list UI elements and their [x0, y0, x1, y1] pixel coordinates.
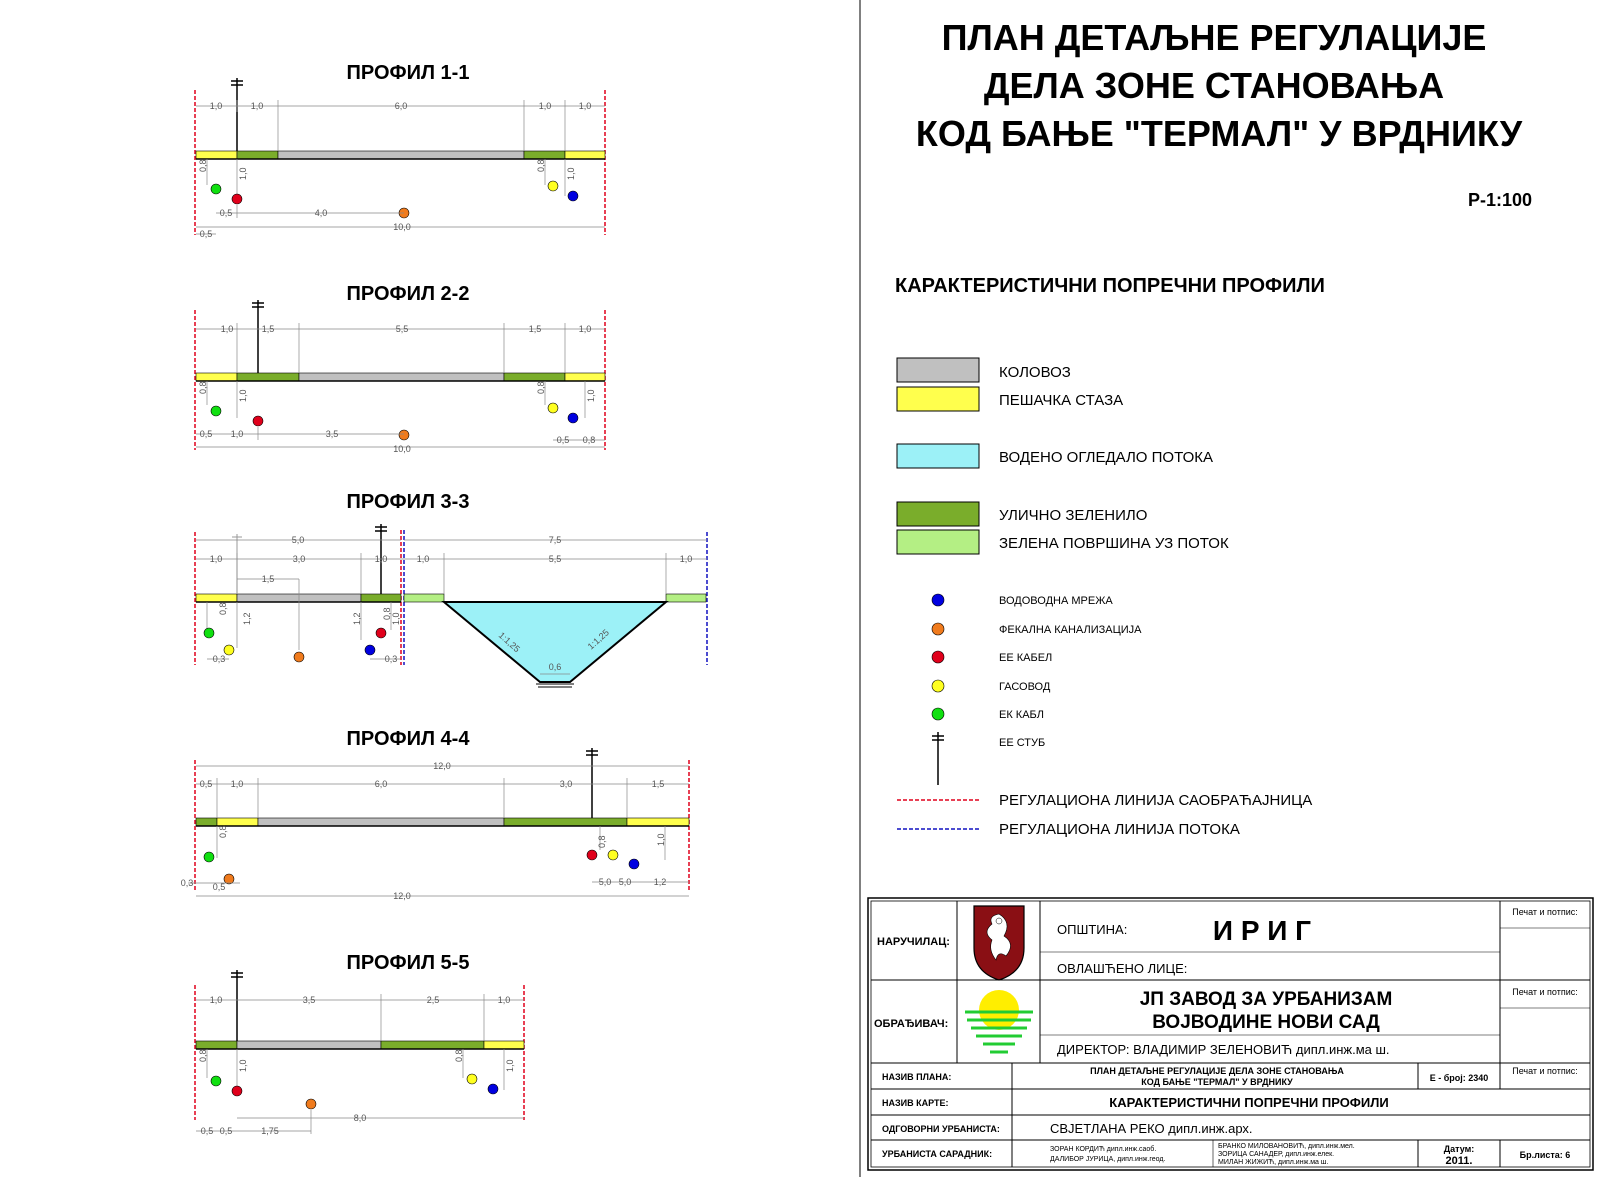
dim-label: 1,0: [578, 324, 592, 334]
title-block: [868, 898, 1593, 1170]
dim-label: 0,5: [199, 229, 213, 239]
dim-label: 1,0: [566, 167, 576, 180]
profile-2-2: [195, 283, 605, 454]
profile-4-title: ПРОФИЛ 4-4: [346, 728, 470, 750]
dim-label: 1,0: [220, 324, 234, 334]
dim-label: 3,0: [292, 554, 306, 564]
pole: [231, 970, 243, 1041]
profile-4-4: [181, 728, 689, 901]
sewer-node: [224, 874, 234, 884]
dim-label: 0,3: [180, 878, 194, 888]
stamp-label-2: Печат и потпис:: [1512, 987, 1578, 997]
gas-node: [548, 181, 558, 191]
dim-label: 1,0: [209, 101, 223, 111]
telecom-node: [204, 852, 214, 862]
sidewalk-right: [565, 151, 605, 159]
dim-label: 0,5: [556, 435, 570, 445]
sewer-node: [306, 1099, 316, 1109]
dim-label: 0,8: [198, 381, 208, 394]
sidewalk-left: [217, 818, 258, 826]
dim-label: 10,0: [393, 444, 411, 454]
road: [237, 1041, 381, 1049]
title-line-3: КОД БАЊЕ "ТЕРМАЛ" У ВРДНИКУ: [915, 113, 1523, 154]
green-left: [237, 373, 299, 381]
dim-label: 0,8: [198, 1049, 208, 1062]
power-node: [587, 850, 597, 860]
dim-label: 1,5: [651, 779, 665, 789]
gas-node: [224, 645, 234, 655]
org-name-line-2: ВОЈВОДИНЕ НОВИ САД: [1152, 1012, 1380, 1033]
green-left: [237, 151, 278, 159]
green-left: [196, 1041, 237, 1049]
dim-label: 1,0: [656, 833, 666, 846]
dim-label: 1,5: [261, 574, 275, 584]
green-right: [381, 1041, 484, 1049]
dim-label: 1,5: [528, 324, 542, 334]
sewer-node: [294, 652, 304, 662]
legend-water-main-icon: [932, 594, 944, 606]
dim-label: 1,0: [209, 554, 223, 564]
legend-reg-road-label: РЕГУЛАЦИОНА ЛИНИЈА САОБРАЋАЈНИЦА: [999, 792, 1313, 809]
legend-pole-icon: [932, 732, 944, 785]
assistant-name: ДАЛИБОР ЈУРИЦА, дипл.инж.геод.: [1050, 1156, 1166, 1163]
dim-label: 3,5: [302, 995, 316, 1005]
dim-label: 0,8: [218, 602, 228, 615]
profile-3-3: [195, 491, 707, 687]
date-label: Датум:: [1443, 1144, 1475, 1154]
director-label: ДИРЕКТОР: ВЛАДИМИР ЗЕЛЕНОВИЋ дипл.инж.ма ш.: [1057, 1042, 1390, 1057]
plan-name-line-2: КОД БАЊЕ "ТЕРМАЛ" У ВРДНИКУ: [1141, 1077, 1293, 1087]
profile-5-title: ПРОФИЛ 5-5: [346, 952, 470, 974]
dim-label: 1,0: [250, 101, 264, 111]
dim-label: 10,0: [393, 222, 411, 232]
dim-label: 1,0: [374, 554, 388, 564]
creek-green-left: [404, 594, 444, 602]
dim-label: 1,0: [230, 429, 244, 439]
legend-sewer-label: ФЕКАЛНА КАНАЛИЗАЦИЈА: [999, 624, 1142, 636]
water-node: [365, 645, 375, 655]
map-name-label: НАЗИВ КАРТЕ:: [882, 1098, 949, 1108]
plan-title: [895, 17, 1532, 297]
dim-label: 5,0: [291, 535, 305, 545]
power-node: [232, 194, 242, 204]
legend-pole-label: ЕЕ СТУБ: [999, 737, 1046, 749]
dim-label: 5,0: [598, 877, 612, 887]
creek-green-right: [666, 594, 706, 602]
sidewalk-right: [565, 373, 605, 381]
dim-label: 0,8: [582, 435, 596, 445]
title-line-1: ПЛАН ДЕТАЉНЕ РЕГУЛАЦИЈЕ: [941, 17, 1487, 58]
sidewalk-right: [627, 818, 689, 826]
dim-label: 0,5: [199, 779, 213, 789]
coat-of-arms-icon: [974, 906, 1024, 980]
dim-label: 1,0: [230, 779, 244, 789]
dim-label: 12,0: [393, 891, 411, 901]
maker-label: ОБРАЂИВАЧ:: [874, 1018, 949, 1030]
gas-node: [608, 850, 618, 860]
sidewalk-left: [196, 373, 237, 381]
pole: [231, 78, 243, 151]
road: [258, 818, 504, 826]
profile-1-title: ПРОФИЛ 1-1: [346, 62, 470, 84]
dim-label: 3,0: [559, 779, 573, 789]
creek-bed-hatch: [536, 684, 574, 687]
water-node: [629, 859, 639, 869]
dim-label: 0,5: [199, 429, 213, 439]
municipality-label: ОПШТИНА:: [1057, 922, 1128, 937]
telecom-node: [211, 406, 221, 416]
legend-sidewalk-swatch: [897, 387, 979, 411]
assistant-name: БРАНКО МИЛОВАНОВИЋ, дипл.инж.мел.: [1218, 1143, 1355, 1150]
road: [278, 151, 524, 159]
dim-label: 1,0: [238, 389, 248, 402]
dim-label: 1,0: [416, 554, 430, 564]
legend-street-green-label: УЛИЧНО ЗЕЛЕНИЛО: [999, 507, 1148, 524]
green-left: [196, 818, 217, 826]
dim-label: 6,0: [374, 779, 388, 789]
legend-power-cable-label: ЕЕ КАБЕЛ: [999, 652, 1053, 664]
sidewalk-right: [484, 1041, 524, 1049]
dim-label: 1,0: [238, 167, 248, 180]
legend-reg-creek-label: РЕГУЛАЦИОНА ЛИНИЈА ПОТОКА: [999, 821, 1240, 838]
dim-label: 0,8: [218, 825, 228, 838]
date-value: 2011.: [1445, 1155, 1473, 1167]
dim-label: 5,0: [618, 877, 632, 887]
org-name-line-1: ЈП ЗАВОД ЗА УРБАНИЗАМ: [1139, 989, 1393, 1010]
water-node: [488, 1084, 498, 1094]
planner-label: ОДГОВОРНИ УРБАНИСТА:: [882, 1124, 1000, 1134]
map-name: КАРАКТЕРИСТИЧНИ ПОПРЕЧНИ ПРОФИЛИ: [1109, 1095, 1389, 1110]
dim-label: 0,8: [454, 1049, 464, 1062]
municipality-name: И Р И Г: [1212, 915, 1312, 946]
power-node: [376, 628, 386, 638]
stamp-label-3: Печат и потпис:: [1512, 1066, 1578, 1076]
dim-label: 1,5: [261, 324, 275, 334]
dim-label: 0,5: [219, 208, 233, 218]
dim-label: 0,8: [536, 381, 546, 394]
assistant-name: ЗОРИЦА САНАДЕР, дипл.инж.елек.: [1218, 1151, 1335, 1158]
dim-label: 1,0: [209, 995, 223, 1005]
dim-label: 1,2: [653, 877, 667, 887]
client-label: НАРУЧИЛАЦ:: [877, 936, 950, 948]
sun-logo-icon: [965, 990, 1033, 1052]
dim-label: 3,5: [325, 429, 339, 439]
power-node: [232, 1086, 242, 1096]
green-right: [504, 818, 627, 826]
telecom-node: [211, 1076, 221, 1086]
legend-sidewalk-label: ПЕШАЧКА СТАЗА: [999, 392, 1124, 409]
dim-label: 0,5: [200, 1126, 214, 1136]
green-right: [524, 151, 565, 159]
profile-1-1: [195, 62, 605, 239]
dim-label: 0,8: [597, 835, 607, 848]
dim-label: 4,0: [314, 208, 328, 218]
legend-creek-green-swatch: [897, 530, 979, 554]
dim-label: 1,0: [578, 101, 592, 111]
dim-label: 12,0: [433, 761, 451, 771]
legend-water-label: ВОДЕНО ОГЛЕДАЛО ПОТОКА: [999, 449, 1213, 466]
profile-2-title: ПРОФИЛ 2-2: [346, 283, 470, 305]
dim-label: 1,0: [679, 554, 693, 564]
legend-sewer-icon: [932, 623, 944, 635]
legend-gas-label: ГАСОВОД: [999, 681, 1051, 693]
stamp-label-1: Печат и потпис:: [1512, 907, 1578, 917]
profile-3-title: ПРОФИЛ 3-3: [346, 491, 470, 513]
dim-label: 1,2: [242, 612, 252, 625]
legend-water-main-label: ВОДОВОДНА МРЕЖА: [999, 595, 1113, 607]
legend-water-swatch: [897, 444, 979, 468]
gas-node: [467, 1074, 477, 1084]
dim-label: 2,5: [426, 995, 440, 1005]
legend-street-green-swatch: [897, 502, 979, 526]
pole: [252, 300, 264, 373]
slope-label: 1:1,25: [496, 630, 522, 655]
assistant-name: ЗОРАН КОРДИЋ дипл.инж.саоб.: [1050, 1146, 1157, 1153]
dim-label: 1,0: [505, 1059, 515, 1072]
dim-label: 8,0: [353, 1113, 367, 1123]
dim-label: 1,0: [391, 612, 401, 625]
dim-label: 5,5: [395, 324, 409, 334]
legend: [897, 358, 1312, 838]
dim-label: 6,0: [394, 101, 408, 111]
dim-label: 1,75: [261, 1126, 279, 1136]
dim-label: 1,0: [586, 389, 596, 402]
legend-road-swatch: [897, 358, 979, 382]
dim-label: 1,0: [538, 101, 552, 111]
dim-label: 1,0: [497, 995, 511, 1005]
plan-name-line-1: ПЛАН ДЕТАЉНЕ РЕГУЛАЦИЈЕ ДЕЛА ЗОНЕ СТАНОВАЊА: [1090, 1066, 1344, 1076]
water-node: [568, 191, 578, 201]
dim-label: 1,0: [238, 1059, 248, 1072]
road: [299, 373, 504, 381]
title-line-2: ДЕЛА ЗОНЕ СТАНОВАЊА: [983, 65, 1445, 106]
e-number: Е - број: 2340: [1429, 1073, 1489, 1083]
dim-label: 0,3: [212, 654, 226, 664]
dim-label: 1,2: [352, 612, 362, 625]
slope-label: 1:1,25: [585, 627, 611, 652]
dim-label: 0,8: [198, 159, 208, 172]
legend-road-label: КОЛОВОЗ: [999, 364, 1071, 381]
pole: [586, 748, 598, 818]
legend-power-cable-icon: [932, 651, 944, 663]
legend-creek-green-label: ЗЕЛЕНА ПОВРШИНА УЗ ПОТОК: [999, 535, 1229, 552]
dim-label: 0,8: [536, 159, 546, 172]
dim-label: 0,8: [382, 607, 392, 620]
plan-name-label: НАЗИВ ПЛАНА:: [882, 1072, 952, 1082]
section-subtitle: КАРАКТЕРИСТИЧНИ ПОПРЕЧНИ ПРОФИЛИ: [895, 275, 1325, 297]
telecom-node: [211, 184, 221, 194]
dim-label: 0,5: [219, 1126, 233, 1136]
sewer-node: [399, 430, 409, 440]
scale-label: Р-1:100: [1467, 190, 1532, 210]
planner-name: СВЈЕТЛАНА РЕКО дипл.инж.арх.: [1050, 1121, 1253, 1136]
gas-node: [548, 403, 558, 413]
assistant-name: МИЛАН ЖИЖИЋ, дипл.инж.ма ш.: [1218, 1159, 1329, 1166]
authorized-person-label: ОВЛАШЋЕНО ЛИЦЕ:: [1057, 961, 1188, 976]
legend-gas-icon: [932, 680, 944, 692]
water-node: [568, 413, 578, 423]
green-right: [504, 373, 565, 381]
legend-telecom-icon: [932, 708, 944, 720]
telecom-node: [204, 628, 214, 638]
profile-5-5: [195, 952, 524, 1136]
sidewalk: [196, 594, 237, 602]
dim-label: 0,6: [548, 662, 562, 672]
dim-label: 0,5: [212, 882, 226, 892]
legend-telecom-label: ЕК КАБЛ: [999, 709, 1044, 721]
dim-label: 5,5: [548, 554, 562, 564]
dim-label: 7,5: [548, 535, 562, 545]
green: [361, 594, 401, 602]
dim-label: 0,3: [384, 654, 398, 664]
power-node: [253, 416, 263, 426]
assistant-label: УРБАНИСТА САРАДНИК:: [882, 1149, 993, 1159]
sheet-number: Бр.листа: 6: [1519, 1150, 1571, 1160]
sidewalk-left: [196, 151, 237, 159]
